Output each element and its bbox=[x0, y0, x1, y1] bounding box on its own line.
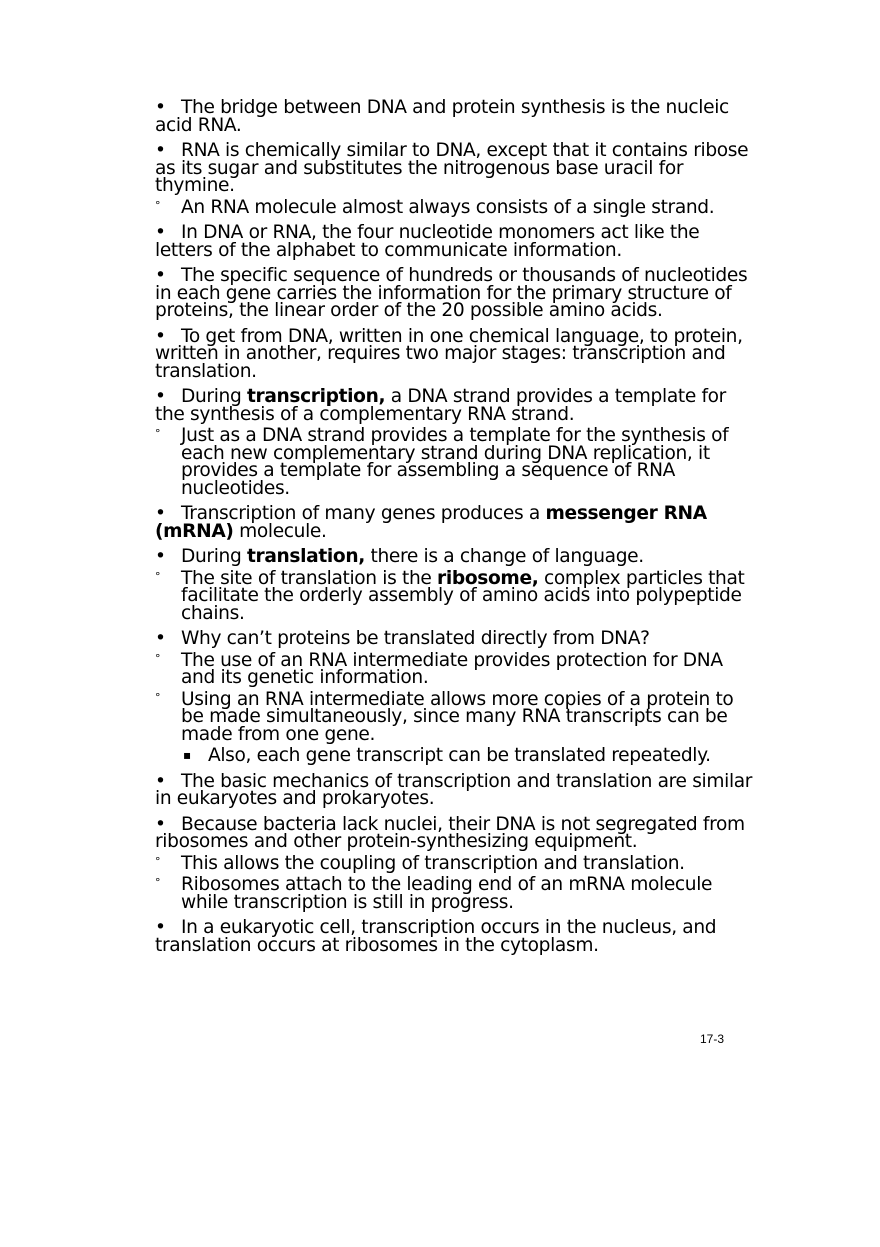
sub-paragraph: ° Using an RNA intermediate allows more copies of a protein to be made simultaneously, since many RNA transcripts can be made from one gene. bbox=[155, 688, 734, 745]
page-number: 17-3 bbox=[700, 1032, 725, 1046]
degree-bullet-icon: ° bbox=[155, 569, 161, 583]
bullet-icon: • bbox=[155, 503, 166, 524]
bold-term: translation, bbox=[246, 546, 365, 567]
sub-paragraph: ° The use of an RNA intermediate provides protection for DNA and its genetic information. bbox=[155, 649, 723, 688]
paragraph: • To get from DNA, written in one chemical language, to protein, written in another, requires two major stages: transcription and translation. bbox=[155, 325, 743, 382]
notes-body bbox=[155, 99, 755, 954]
bullet-icon: • bbox=[155, 770, 166, 792]
paragraph: • The bridge between DNA and protein synthesis is the nucleic acid RNA. bbox=[155, 97, 729, 136]
degree-bullet-icon: ° bbox=[155, 651, 161, 665]
sub-paragraph: ° An RNA molecule almost always consists of a single strand. bbox=[155, 196, 715, 218]
bullet-icon: • bbox=[155, 813, 166, 835]
bold-term: transcription, bbox=[246, 386, 386, 407]
bullet-icon: • bbox=[155, 628, 166, 649]
degree-bullet-icon: ° bbox=[155, 854, 161, 868]
bullet-icon: • bbox=[155, 97, 166, 118]
degree-bullet-icon: ° bbox=[155, 690, 161, 704]
sub-paragraph: ° Ribosomes attach to the leading end of an mRNA molecule while transcription is still in progress. bbox=[155, 874, 713, 913]
bullet-icon: • bbox=[155, 386, 166, 407]
degree-bullet-icon: ° bbox=[155, 427, 161, 440]
paragraph: • During translation, there is a change of language. bbox=[155, 546, 644, 567]
bullet-icon: • bbox=[155, 917, 166, 938]
paragraph: • In DNA or RNA, the four nucleotide monomers act like the letters of the alphabet to communicate information. bbox=[155, 222, 700, 261]
paragraph: • The specific sequence of hundreds or thousands of nucleotides in each gene carries the information for the primary structure of proteins, the linear order of the 20 possible amino acids. bbox=[155, 265, 748, 321]
sub-sub-paragraph: ▪ Also, each gene transcript can be translated repeatedly. bbox=[183, 745, 711, 766]
bullet-icon: • bbox=[155, 265, 166, 286]
sub-paragraph: ° The site of translation is the ribosome, complex particles that facilitate the orderly assembly of amino acids into polypeptide chains. bbox=[155, 567, 745, 624]
sub-paragraph: ° This allows the coupling of transcription and translation. bbox=[155, 852, 685, 874]
square-bullet-icon: ▪ bbox=[183, 748, 191, 762]
bold-term: ribosome, bbox=[437, 567, 539, 589]
paragraph: • The basic mechanics of transcription and translation are similar in eukaryotes and prokaryotes. bbox=[155, 770, 753, 809]
bold-term: messenger RNA (mRNA) bbox=[155, 503, 707, 542]
bullet-icon: • bbox=[155, 140, 166, 161]
sub-paragraph: ° Just as a DNA strand provides a template for the synthesis of each new complementary strand during DNA replication, it provides a template for assembling a sequence of RNA nucleotides. bbox=[155, 425, 729, 499]
paragraph: • In a eukaryotic cell, transcription occurs in the nucleus, and translation occurs at ribosomes in the cytoplasm. bbox=[155, 917, 717, 956]
bullet-icon: • bbox=[155, 546, 166, 567]
degree-bullet-icon: ° bbox=[155, 876, 161, 889]
bullet-icon: • bbox=[155, 222, 166, 243]
degree-bullet-icon: ° bbox=[155, 198, 161, 212]
paragraph: • Because bacteria lack nuclei, their DNA is not segregated from ribosomes and other protein-synthesizing equipment. bbox=[155, 813, 745, 852]
paragraph: • During transcription, a DNA strand provides a template for the synthesis of a complementary RNA strand. bbox=[155, 386, 726, 425]
paragraph: • Transcription of many genes produces a messenger RNA (mRNA) molecule. bbox=[155, 503, 707, 542]
bullet-icon: • bbox=[155, 325, 166, 347]
paragraph: • Why can’t proteins be translated directly from DNA? bbox=[155, 628, 650, 649]
paragraph: • RNA is chemically similar to DNA, except that it contains ribose as its sugar and substitutes the nitrogenous base uracil for thymine. bbox=[155, 140, 749, 196]
